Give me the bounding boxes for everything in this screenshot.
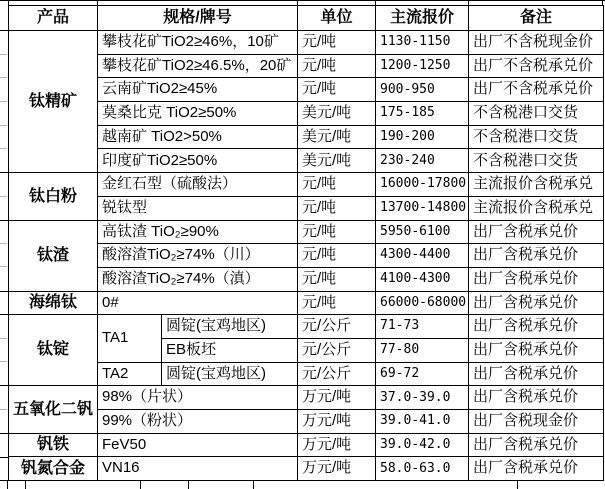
note-cell: 出厂含税承兑价 (469, 386, 604, 410)
price-cell: 39.0-42.0 (376, 433, 469, 457)
spec-cell: 莫桑比克 TiO2≥50% (98, 102, 298, 126)
row-stub (0, 314, 8, 315)
table-row (9, 196, 604, 220)
column-stub (517, 481, 518, 489)
header-note: 备注 (469, 6, 604, 31)
spec-cell: FeV50 (98, 433, 298, 457)
column-stub (253, 481, 254, 489)
price-cell: 1130-1150 (376, 31, 469, 55)
column-stub (97, 0, 98, 5)
header-product: 产品 (9, 6, 98, 31)
unit-cell: 美元/吨 (298, 149, 376, 173)
header-unit: 单位 (298, 6, 376, 31)
column-stub (7, 481, 8, 489)
table-row (9, 291, 604, 315)
product-cell: 钒铁 (9, 433, 98, 457)
spec-cell: 印度矿TiO2≥50% (98, 149, 298, 173)
price-table (8, 5, 604, 481)
spec-cell: VN16 (98, 457, 298, 481)
note-cell: 主流报价含税承兑 (469, 173, 604, 197)
table-row (9, 220, 604, 244)
table-row (9, 267, 604, 291)
grade-cell: TA2 (98, 362, 162, 386)
note-cell: 出厂含税承兑价 (469, 220, 604, 244)
column-stub (140, 481, 141, 489)
price-cell: 4100-4300 (376, 267, 469, 291)
price-cell: 900-950 (376, 78, 469, 102)
unit-cell: 元/吨 (298, 196, 376, 220)
column-stub (25, 481, 26, 489)
price-cell: 4300-4400 (376, 244, 469, 268)
row-stub-faint (0, 196, 7, 197)
column-stub (8, 0, 9, 5)
unit-cell: 元/吨 (298, 267, 376, 291)
price-cell: 58.0-63.0 (376, 457, 469, 481)
note-cell: 出厂含税承兑价 (469, 267, 604, 291)
row-stub-faint (0, 338, 7, 339)
price-cell: 5950-6100 (376, 220, 469, 244)
unit-cell: 万元/吨 (298, 386, 376, 410)
table-row (9, 149, 604, 173)
row-stub (0, 172, 8, 173)
note-cell: 出厂含税承兑价 (469, 244, 604, 268)
note-cell: 出厂含税承兑价 (469, 457, 604, 481)
unit-cell: 万元/吨 (298, 457, 376, 481)
note-cell: 出厂含税承兑价 (469, 362, 604, 386)
note-cell: 不含税港口交货 (469, 125, 604, 149)
product-cell: 钛精矿 (9, 31, 98, 173)
spec-cell: 金红石型（硫酸法） (98, 173, 298, 197)
row-stub (0, 30, 8, 31)
table-row (9, 244, 604, 268)
unit-cell: 元/公斤 (298, 315, 376, 339)
row-stub-faint (0, 125, 7, 126)
row-stub-faint (0, 361, 7, 362)
unit-cell: 元/吨 (298, 54, 376, 78)
unit-cell: 元/吨 (298, 291, 376, 315)
product-cell: 钛白粉 (9, 173, 98, 220)
table-row (9, 173, 604, 197)
table-row (9, 362, 604, 386)
row-stub-faint (0, 77, 7, 78)
column-stub (297, 0, 298, 5)
row-stub (0, 457, 8, 458)
row-stub-faint (0, 54, 7, 55)
note-cell: 不含税港口交货 (469, 149, 604, 173)
note-cell: 出厂含税现金价 (469, 410, 604, 434)
spec-cell: 高钛渣 TiO₂≥90% (98, 220, 298, 244)
note-cell: 出厂含税承兑价 (469, 338, 604, 362)
price-cell: 13700-14800 (376, 196, 469, 220)
table-row (9, 410, 604, 434)
spec-cell: 锐钛型 (98, 196, 298, 220)
price-cell: 230-240 (376, 149, 469, 173)
product-cell: 钒氮合金 (9, 457, 98, 481)
grade-cell: TA1 (98, 315, 162, 362)
product-cell: 钛锭 (9, 315, 98, 386)
product-cell: 钛渣 (9, 220, 98, 291)
table-row (9, 31, 604, 55)
row-stub (0, 220, 8, 221)
unit-cell: 元/吨 (298, 220, 376, 244)
price-cell: 1200-1250 (376, 54, 469, 78)
header-row (9, 6, 604, 31)
header-price: 主流报价 (376, 6, 469, 31)
unit-cell: 元/吨 (298, 78, 376, 102)
header-spec: 规格/牌号 (98, 6, 298, 31)
spec-cell: 酸溶渣TiO₂≥74%（滇） (98, 267, 298, 291)
unit-cell: 元/吨 (298, 31, 376, 55)
row-stub-faint (0, 266, 7, 267)
row-stub-faint (0, 148, 7, 149)
price-cell: 66000-68000 (376, 291, 469, 315)
row-stub-faint (0, 243, 7, 244)
spec-cell: 攀枝花矿TiO2≥46%，10矿 (98, 31, 298, 55)
form-cell: EB板坯 (162, 338, 298, 362)
price-cell: 16000-17800 (376, 173, 469, 197)
unit-cell: 万元/吨 (298, 410, 376, 434)
note-cell: 不含税港口交货 (469, 102, 604, 126)
spec-cell: 98%（片状） (98, 386, 298, 410)
price-cell: 175-185 (376, 102, 469, 126)
table-row (9, 315, 604, 339)
spec-cell: 云南矿TiO2≥45% (98, 78, 298, 102)
spec-cell: 越南矿 TiO2>50% (98, 125, 298, 149)
form-cell: 圆锭(宝鸡地区) (162, 362, 298, 386)
spec-cell: 0# (98, 291, 298, 315)
row-stub-faint (0, 409, 7, 410)
row-stub (0, 291, 8, 292)
column-stub (468, 0, 469, 5)
note-cell: 出厂不含税承兑价 (469, 78, 604, 102)
table-row (9, 386, 604, 410)
price-cell: 37.0-39.0 (376, 386, 469, 410)
spec-cell: 攀枝花矿TiO2≥46.5%，20矿 (98, 54, 298, 78)
spec-cell: 99%（粉状） (98, 410, 298, 434)
table-row (9, 457, 604, 481)
row-stub (0, 385, 8, 386)
table-row (9, 54, 604, 78)
column-stub (188, 481, 189, 489)
note-cell: 出厂含税承兑价 (469, 315, 604, 339)
price-cell: 39.0-41.0 (376, 410, 469, 434)
note-cell: 出厂不含税现金价 (469, 31, 604, 55)
row-stub-faint (0, 101, 7, 102)
unit-cell: 元/吨 (298, 173, 376, 197)
product-cell: 海绵钛 (9, 291, 98, 315)
table-row (9, 125, 604, 149)
table-row (9, 78, 604, 102)
top-edge-line (0, 0, 605, 1)
column-stub (375, 0, 376, 5)
unit-cell: 元/吨 (298, 244, 376, 268)
table-row (9, 102, 604, 126)
note-cell: 主流报价含税承兑 (469, 196, 604, 220)
spec-cell: 酸溶渣TiO₂≥74%（川） (98, 244, 298, 268)
price-cell: 190-200 (376, 125, 469, 149)
note-cell: 出厂含税承兑价 (469, 291, 604, 315)
price-cell: 71-73 (376, 315, 469, 339)
price-cell: 77-80 (376, 338, 469, 362)
table-row (9, 433, 604, 457)
product-cell: 五氧化二钒 (9, 386, 98, 433)
unit-cell: 美元/吨 (298, 102, 376, 126)
note-cell: 出厂不含税承兑价 (469, 54, 604, 78)
unit-cell: 美元/吨 (298, 125, 376, 149)
unit-cell: 元/公斤 (298, 338, 376, 362)
price-cell: 69-72 (376, 362, 469, 386)
row-stub (0, 433, 8, 434)
note-cell: 出厂含税承兑价 (469, 433, 604, 457)
unit-cell: 万元/吨 (298, 433, 376, 457)
unit-cell: 元/公斤 (298, 362, 376, 386)
form-cell: 圆锭(宝鸡地区) (162, 315, 298, 339)
column-stub (602, 0, 603, 5)
